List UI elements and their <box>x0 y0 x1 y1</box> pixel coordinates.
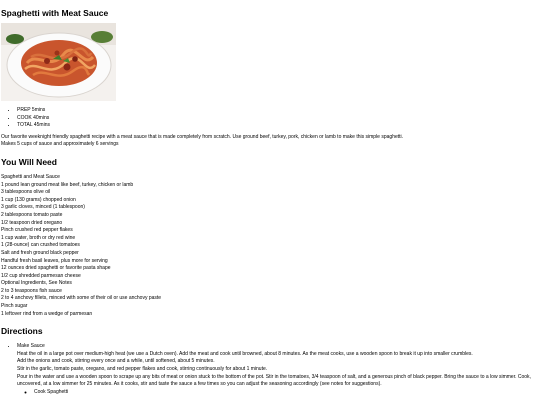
cook-time: • COOK 40mins <box>17 115 540 123</box>
ingredient-item: Salt and fresh ground black pepper <box>1 249 79 256</box>
directions-sublist <box>17 389 540 397</box>
direction-step: Add the onions and cook, stirring every once and a while, until softened, about 5 minutes. <box>17 358 215 365</box>
ingredient-item: 2 to 3 teaspoons fish sauce <box>1 287 62 294</box>
ingredient-item: 1 cup water, broth or dry red wine <box>1 234 76 241</box>
prep-time: • PREP 5mins <box>17 107 540 115</box>
ingredient-item: 12 ounces dried spaghetti or favorite pasta shape <box>1 265 111 272</box>
section-title: Make Sauce <box>17 343 45 350</box>
ingredient-item: Handful fresh basil leaves, plus more for serving <box>1 257 108 264</box>
ingredient-item: Pinch crushed red pepper flakes <box>1 227 73 234</box>
ingredient-item: 2 tablespoons tomato paste <box>1 211 63 218</box>
directions-section <box>17 343 540 396</box>
recipe-title: Spaghetti with Meat Sauce <box>1 8 109 18</box>
recipe-intro: Our favorite weeknight friendly spaghetti recipe with a meat sauce that is made completely from scratch. Use ground beef, turkey, pork, chicken or lamb to make this simple spaghetti. <box>1 133 404 140</box>
recipe-yield: Makes 5 cups of sauce and approximately 6 servings <box>1 141 119 148</box>
ingredients-list <box>1 174 540 318</box>
ingredient-item: 1 leftover rind from a wedge of parmesan <box>1 310 93 317</box>
subsection-title: ◦ Cook Spaghetti <box>34 389 540 397</box>
spaghetti-photo <box>1 23 116 101</box>
ingredient-item: 3 tablespoons olive oil <box>1 189 51 196</box>
ingredient-item: Optional Ingredients, See Notes <box>1 280 72 287</box>
ingredient-item: 1/2 teaspoon dried oregano <box>1 219 63 226</box>
direction-step: Pour in the water and use a wooden spoon to scrape up any bits of meat or onion stuck to the bottom of the pot. Stir in the tomatoes, 3/4 teaspoon of salt, and a generous pinch of black pepper. Bring the sauce to a low simmer. Cook, uncovered, at a low simmer for 25 minutes. As it cooks, stir and taste the sauce a few times so you can adjust the seasoning accordingly (see notes for suggestions). <box>17 373 531 388</box>
directions-list <box>1 343 540 396</box>
ingredient-item: 1 pound lean ground meat like beef, turkey, chicken or lamb <box>1 181 134 188</box>
ingredients-heading: You Will Need <box>1 156 57 167</box>
direction-step: Stir in the garlic, tomato paste, oregano, and red pepper flakes and cook, stirring continuously for about 1 minute. <box>17 366 268 373</box>
ingredient-item: Pinch sugar <box>1 303 28 310</box>
ingredient-item: 3 garlic cloves, minced (1 tablespoon) <box>1 204 85 211</box>
ingredient-item: Spaghetti and Meat Sauce <box>1 173 60 180</box>
direction-steps <box>17 351 540 389</box>
ingredient-item: 1 (28-ounce) can crushed tomatoes <box>1 242 80 249</box>
ingredient-item: 1 cup (130 grams) chopped onion <box>1 196 76 203</box>
recipe-times <box>1 107 540 130</box>
directions-heading: Directions <box>1 326 43 337</box>
ingredient-item: 1/2 cup shredded parmesan cheese <box>1 272 81 279</box>
ingredient-item: 2 to 4 anchovy fillets, minced with some of their oil or use anchovy paste <box>1 295 162 302</box>
total-time: • TOTAL 45mins <box>17 122 540 130</box>
direction-step: Heat the oil in a large pot over medium-high heat (we use a Dutch oven). Add the meat and cook until browned, about 8 minutes. As the meat cooks, use a wooden spoon to break it up into smaller crumbles. <box>17 350 473 357</box>
